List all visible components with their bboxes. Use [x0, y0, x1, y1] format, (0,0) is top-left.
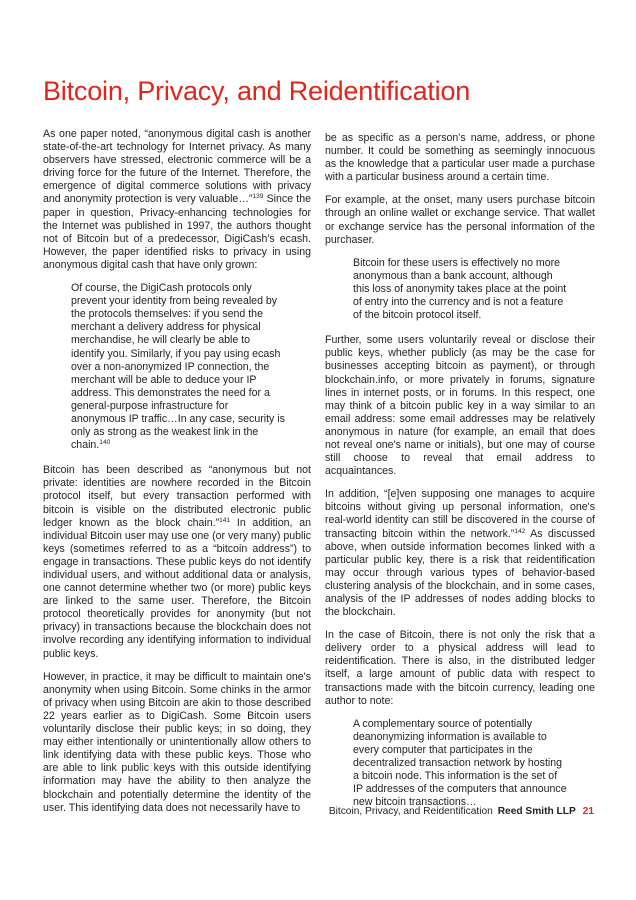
footnote-ref: 141 [219, 516, 231, 524]
paragraph: Bitcoin has been described as “anonymous but not private: identities are nowhere recorded in the Bitcoin protocol itself, but every transaction performed with bitcoin is visible on the distributed electronic public ledger known as the block chain.”$^{141}$ In addition, an individual Bitcoin user may use one (or very many) public keys (sometimes referred to as a “bitcoin address”) to engage in transactions. These public keys do not identify individual users, and without additional data or analysis, one cannot determine whether two (or more) public keys are linked to the same user. Therefore, the Bitcoin protocol theoretically provides for anonymity (but not privacy) in transactions because the blockchain does not involve recording any identifying information to individual public keys. [43, 464, 311, 660]
right-column [325, 132, 595, 821]
footnote-ref: 142 [514, 527, 526, 535]
paragraph: In the case of Bitcoin, there is not only the risk that a delivery order to a physical address will lead to reidentification. There is also, in the distributed ledger itself, a large amount of public data with respect to transactions made with the bitcoin currency, leading one author to note: [325, 629, 595, 707]
footnote-ref: 140 [99, 439, 111, 447]
block-quote: A complementary source of potentially deanonymizing information is available to every computer that participates in the decentralized transaction network by hosting a bitcoin node. This information is the set of IP addresses of the computers that announce new bitcoin transactions… [353, 717, 567, 809]
block-quote: Of course, the DigiCash protocols only prevent your identity from being revealed by the protocols themselves: if you send the merchant a delivery address for physical merchandise, he will clearly be able to identify you. Similarly, if you pay using ecash over a non-anonymized IP connection, the merchant will be able to deduce your IP address. This demonstrates the need for a general-purpose infrastructure for anonymous IP traffic…In any case, security is only as strong as the weakest link in the chain.$^{140}$ [71, 282, 285, 452]
paragraph: be as specific as a person's name, address, or phone number. It could be something as seemingly innocuous as the knowledge that a particular user made a purchase with a particular business around a certain time. [325, 132, 595, 184]
left-column [43, 128, 311, 825]
footer-brand: Reed Smith LLP [497, 806, 576, 817]
paragraph: As one paper noted, “anonymous digital cash is another state-of-the-art technology for Internet privacy. As many observers have stressed, electronic commerce will be a driving force for the future of the Internet. Therefore, the emergence of digital commerce solutions with privacy and anonymity protection is very valuable…”$^{139}$ Since the paper in question, Privacy-enhancing technologies for the Internet was published in 1997, the authors thought not of Bitcoin but of a predecessor, DigiCash's ecash. However, the paper identified risks to privacy in using anonymous digital cash that have only grown: [43, 128, 311, 271]
footer-section-title: Bitcoin, Privacy, and Reidentification [328, 806, 493, 817]
page-title: Bitcoin, Privacy, and Reidentification [43, 76, 471, 106]
paragraph: Further, some users voluntarily reveal or disclose their public keys, whether publicly (as may be the case for businesses accepting bitcoin as payment), or through blockchain.info, or more privately in forums, signature lines in internet posts, or in forums. In this respect, one may think of a bitcoin public key in a way similar to an email address: some email addresses may be relatively anonymous in nature (for example, an email that does not reveal one's name or initials), but one may of course still choose to reveal that email address to acquaintances. [325, 334, 595, 478]
block-quote: Bitcoin for these users is effectively no more anonymous than a bank account, although this loss of anonymity takes place at the point of entry into the currency and is not a feature of the bitcoin protocol itself. [353, 256, 567, 322]
page-footer [329, 806, 594, 817]
paragraph: However, in practice, it may be difficult to maintain one's anonymity when using Bitcoin. Some chinks in the armor of privacy when using Bitcoin are akin to those described 22 years earlier as to DigiCash. Some Bitcoin users voluntarily disclose their public keys; in so doing, they may either intentionally or unintentionally allow others to link identifying data with these public keys. Those who are able to link public keys with this outside identifying information may have the ability to then analyze the blockchain and potentially determine the identity of the user. This identifying data does not necessarily have to [43, 670, 311, 814]
footnote-ref: 139 [252, 193, 264, 201]
page-number: 21 [582, 806, 594, 817]
paragraph: For example, at the onset, many users purchase bitcoin through an online wallet or exchange service. That wallet or exchange service has the personal information of the purchaser. [325, 194, 595, 246]
paragraph: In addition, “[e]ven supposing one manages to acquire bitcoins without giving up personal information, one's real-world identity can still be discovered in the course of transacting bitcoin within the network.”$^{142}$ As discussed above, when outside information becomes linked with a particular public key, there is a risk that reidentification may occur through various types of behavior-based clustering analysis of the blockchain, and in some cases, analysis of the IP addresses of nodes adding blocks to the blockchain. [325, 488, 596, 619]
